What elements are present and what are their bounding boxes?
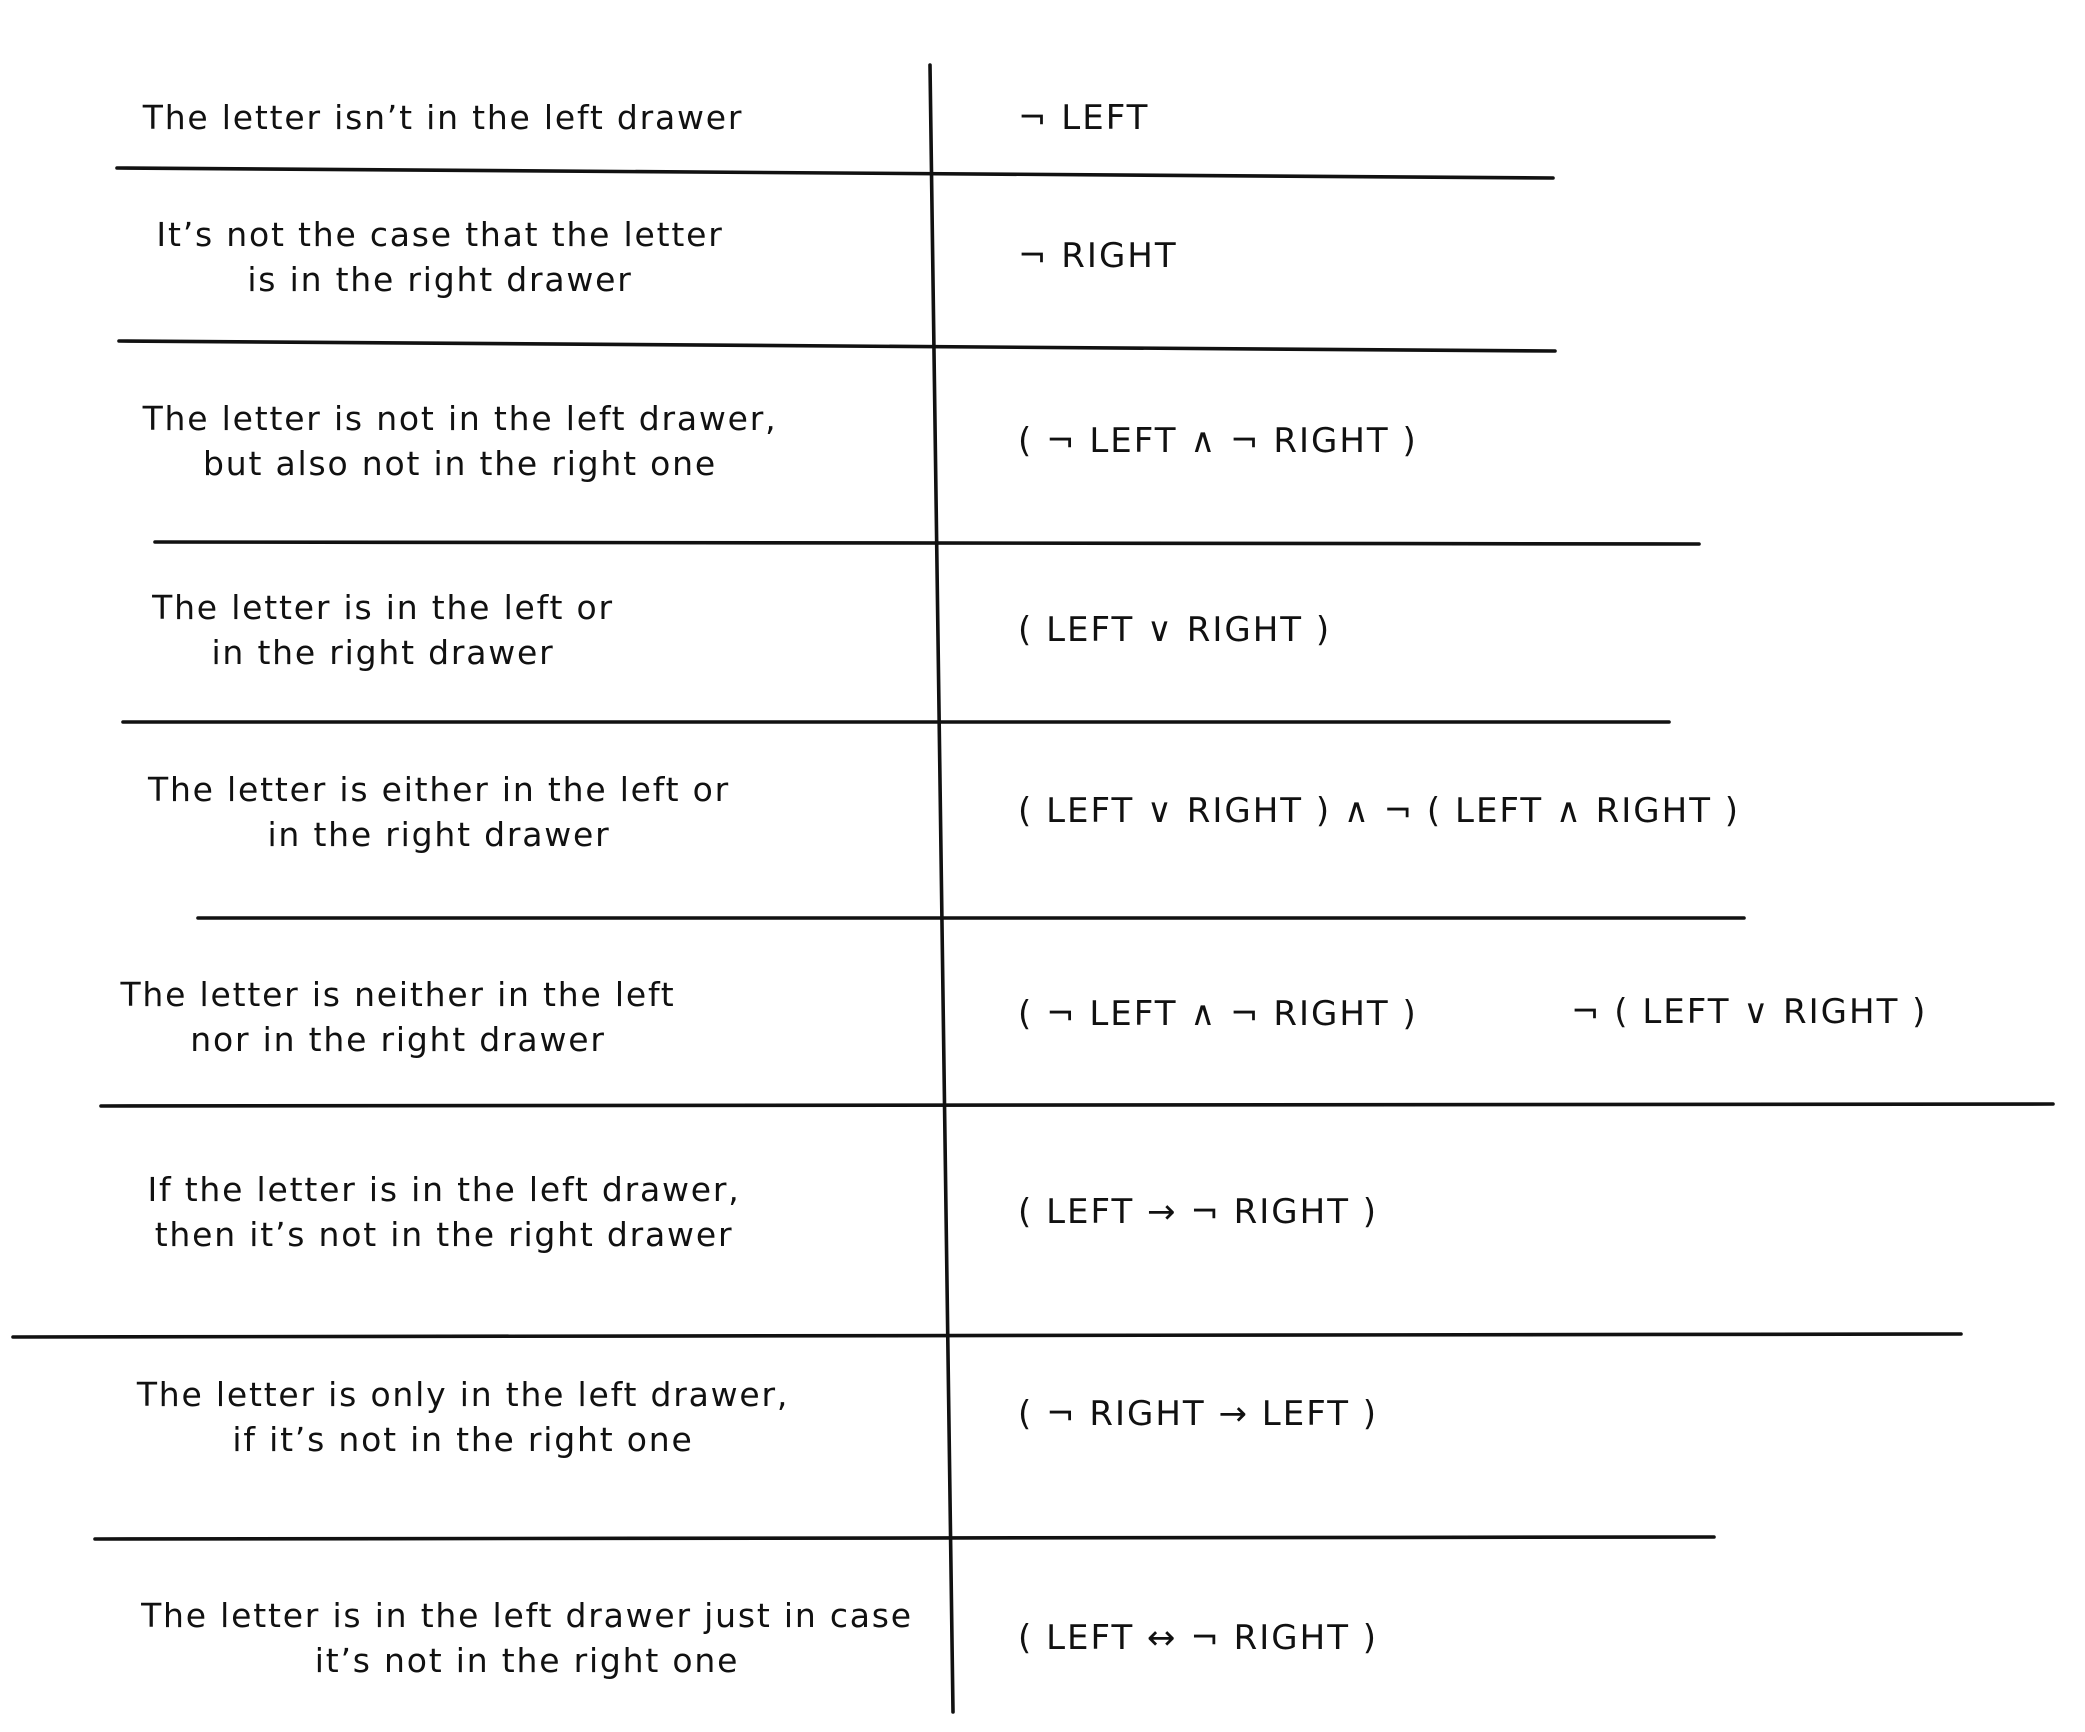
sentence-line: but also not in the right one xyxy=(203,444,717,483)
sentence-line: nor in the right drawer xyxy=(190,1020,606,1059)
sentence-line: in the right drawer xyxy=(267,815,611,854)
sentence-text xyxy=(117,1593,937,1683)
sentence-line: The letter is in the left or xyxy=(152,588,614,627)
sentence-line: then it’s not in the right drawer xyxy=(154,1215,734,1254)
sentence-line: The letter is in the left drawer just in case xyxy=(141,1596,913,1635)
logic-formula: ( LEFT ∨ RIGHT ) ∧ ¬ ( LEFT ∧ RIGHT ) xyxy=(1018,791,1741,831)
sentence-line: if it’s not in the right one xyxy=(232,1420,694,1459)
sentence-text xyxy=(33,95,853,140)
logic-formula: ¬ ( LEFT ∨ RIGHT ) xyxy=(1571,992,1928,1032)
sentence-line: The letter is only in the left drawer, xyxy=(136,1375,790,1414)
logic-formula: ( LEFT ↔ ¬ RIGHT ) xyxy=(1018,1618,1379,1658)
row-separator-line xyxy=(95,1537,1714,1539)
sentence-line: it’s not in the right one xyxy=(314,1641,740,1680)
sentence-line: The letter is neither in the left xyxy=(120,975,676,1014)
sentence-line: It’s not the case that the letter xyxy=(156,215,724,254)
sentence-line: The letter is not in the left drawer, xyxy=(142,399,778,438)
row-separator-line xyxy=(101,1104,2053,1106)
sentence-line: The letter is either in the left or xyxy=(147,770,731,809)
sentence-line: If the letter is in the left drawer, xyxy=(147,1170,741,1209)
sentence-text xyxy=(30,212,850,302)
logic-formula: ( LEFT ∨ RIGHT ) xyxy=(1018,610,1332,650)
column-divider-line xyxy=(930,65,953,1712)
row-separator-line xyxy=(119,341,1555,351)
logic-formula: ( ¬ LEFT ∧ ¬ RIGHT ) xyxy=(1018,994,1418,1034)
sentence-text xyxy=(0,972,808,1062)
logic-formula: ¬ LEFT xyxy=(1018,98,1150,138)
logic-formula: ( LEFT → ¬ RIGHT ) xyxy=(1018,1192,1379,1232)
sentence-line: in the right drawer xyxy=(211,633,555,672)
row-separator-line xyxy=(117,168,1553,178)
sentence-line: The letter isn’t in the left drawer xyxy=(142,98,744,137)
sentence-text xyxy=(0,585,793,675)
sentence-text xyxy=(53,1372,873,1462)
logic-formula: ¬ RIGHT xyxy=(1018,236,1178,276)
row-separator-line xyxy=(13,1334,1961,1337)
row-separator-line xyxy=(155,542,1699,544)
sentence-text xyxy=(50,396,870,486)
sentence-text xyxy=(29,767,849,857)
sentence-text xyxy=(34,1167,854,1257)
logic-formula: ( ¬ RIGHT → LEFT ) xyxy=(1018,1394,1379,1434)
logic-formula: ( ¬ LEFT ∧ ¬ RIGHT ) xyxy=(1018,421,1418,461)
sentence-line: is in the right drawer xyxy=(247,260,633,299)
